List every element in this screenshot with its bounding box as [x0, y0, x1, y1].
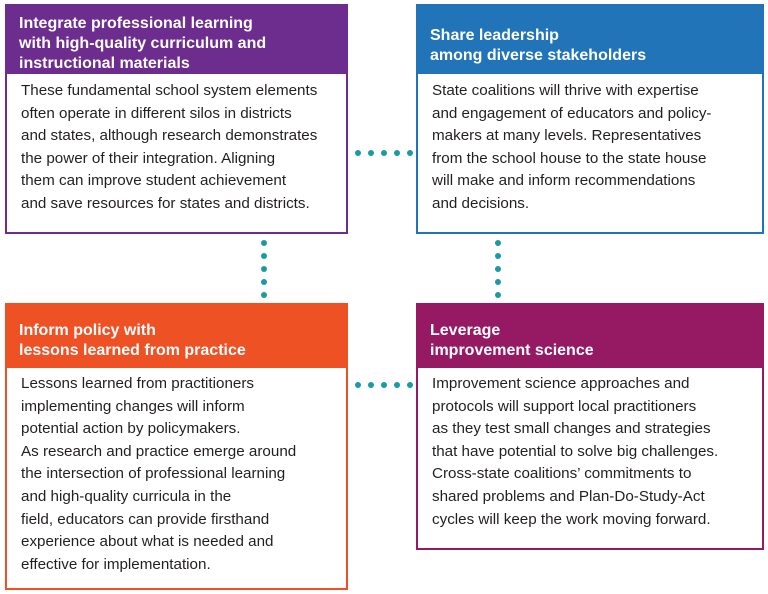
- improvement-body-line: cycles will keep the work moving forward.: [432, 510, 711, 528]
- leadership-title-line: among diverse stakeholders: [430, 47, 647, 64]
- connector-dot: [407, 382, 413, 388]
- connector-bottom: [355, 382, 413, 388]
- policy-body-line: experience about what is needed and: [21, 533, 274, 551]
- leadership-body-line: and decisions.: [432, 194, 530, 212]
- leadership-body-line: from the school house to the state house: [432, 149, 707, 167]
- policy-body-line: the intersection of professional learning: [21, 465, 286, 483]
- leadership-body-line: and engagement of educators and policy-: [432, 104, 712, 122]
- policy-title-line: Inform policy with: [19, 322, 156, 339]
- improvement-body: [418, 368, 762, 531]
- connector-dot: [495, 279, 501, 285]
- improvement-body-line: shared problems and Plan-Do-Study-Act: [432, 487, 705, 505]
- improvement-body-line: Cross-state coalitions’ commitments to: [432, 465, 692, 483]
- policy-body-line: implementing changes will inform: [21, 397, 245, 415]
- curriculum-title-line: instructional materials: [19, 55, 190, 72]
- curriculum-body-line: These fundamental school system elements: [21, 82, 318, 99]
- policy-body-line: potential action by policymakers.: [21, 420, 241, 438]
- connector-dot: [355, 150, 361, 156]
- connector-dot: [394, 150, 400, 156]
- connector-dot: [368, 150, 374, 156]
- leadership-box: [416, 4, 764, 234]
- policy-body-line: and high-quality curricula in the: [21, 487, 232, 505]
- curriculum-body-line: and states, although research demonstrates: [21, 127, 318, 145]
- policy-header: [5, 303, 348, 368]
- leadership-title-line: Share leadership: [430, 27, 559, 44]
- connector-dot: [355, 382, 361, 388]
- connector-dot: [495, 266, 501, 272]
- connector-dot: [261, 279, 267, 285]
- leadership-body: [418, 74, 762, 216]
- policy-box: [5, 303, 348, 590]
- policy-body-line: As research and practice emerge around: [21, 442, 297, 460]
- curriculum-title-line: with high-quality curriculum and: [19, 35, 267, 52]
- improvement-body-line: as they test small changes and strategies: [432, 420, 711, 438]
- curriculum-title-line: Integrate professional learning: [19, 15, 253, 32]
- improvement-title-line: improvement science: [430, 342, 594, 359]
- policy-body-line: effective for implementation.: [21, 555, 211, 573]
- connector-dot: [407, 150, 413, 156]
- policy-body-line: field, educators can provide firsthand: [21, 510, 270, 528]
- curriculum-body-line: and save resources for states and districts.: [21, 194, 310, 212]
- policy-body: [7, 368, 346, 576]
- leadership-body-line: State coalitions will thrive with expertise: [432, 82, 699, 99]
- policy-body-line: Lessons learned from practitioners: [21, 375, 254, 392]
- leadership-body-line: will make and inform recommendations: [432, 172, 696, 190]
- connector-dot: [495, 253, 501, 259]
- connector-dot: [261, 253, 267, 259]
- connector-dot: [368, 382, 374, 388]
- connector-dot: [495, 240, 501, 246]
- curriculum-header: [5, 4, 348, 74]
- improvement-header: [416, 303, 764, 368]
- improvement-body-line: that have potential to solve big challenges.: [432, 442, 719, 460]
- connector-dot: [261, 240, 267, 246]
- connector-left: [261, 240, 267, 298]
- connector-dot: [495, 292, 501, 298]
- connector-top: [355, 150, 413, 156]
- policy-title-line: lessons learned from practice: [19, 342, 246, 359]
- connector-dot: [381, 150, 387, 156]
- improvement-body-line: Improvement science approaches and: [432, 375, 690, 392]
- improvement-box: [416, 303, 764, 550]
- curriculum-body-line: often operate in different silos in districts: [21, 104, 292, 122]
- connector-dot: [394, 382, 400, 388]
- curriculum-body: [7, 74, 346, 216]
- curriculum-body-line: the power of their integration. Aligning: [21, 149, 276, 167]
- connector-dot: [381, 382, 387, 388]
- curriculum-box: [5, 4, 348, 234]
- improvement-title-line: Leverage: [430, 322, 501, 339]
- improvement-body-line: protocols will support local practitioners: [432, 397, 697, 415]
- leadership-header: [416, 4, 764, 74]
- connector-dot: [261, 266, 267, 272]
- leadership-body-line: makers at many levels. Representatives: [432, 127, 702, 145]
- connector-right: [495, 240, 501, 298]
- curriculum-body-line: them can improve student achievement: [21, 172, 287, 190]
- connector-dot: [261, 292, 267, 298]
